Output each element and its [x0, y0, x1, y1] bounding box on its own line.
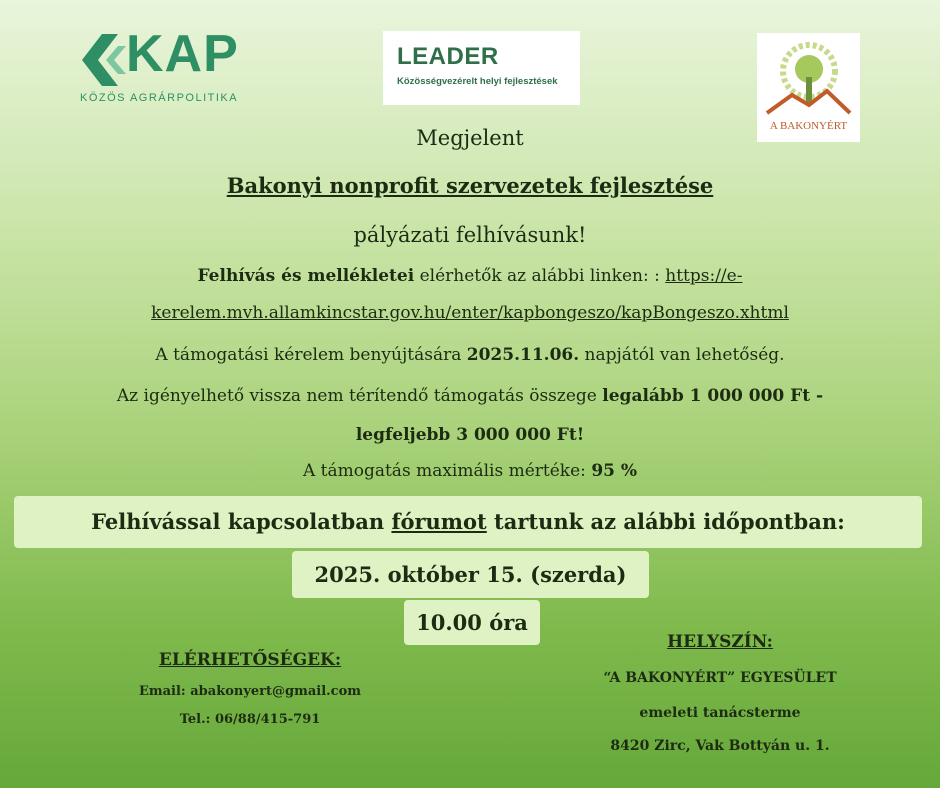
bakony-logo-text: A BAKONYÉRT [769, 120, 848, 132]
amount-min: legalább 1 000 000 Ft - [602, 386, 824, 406]
submit-line [0, 345, 940, 365]
docs-bold: Felhívás és mellékletei [197, 266, 415, 286]
location-title: HELYSZÍN: [667, 632, 773, 652]
forum-time: 10.00 óra [404, 600, 540, 645]
program-title: Bakonyi nonprofit szervezetek fejlesztése [226, 173, 714, 198]
contact-title: ELÉRHETŐSÉGEK: [158, 650, 342, 670]
call-text: pályázati felhívásunk! [353, 223, 587, 247]
submit-date: 2025.11.06. [466, 345, 580, 365]
kap-logo [78, 25, 243, 110]
leader-logo-subtitle: Közösségvezérelt helyi fejlesztések [397, 76, 558, 87]
leader-logo [383, 31, 580, 105]
docs-link-part2[interactable]: kerelem.mvh.allamkincstar.gov.hu/enter/kapbongeszo/kapBongeszo.xhtml [151, 303, 789, 323]
amount-line [0, 386, 940, 406]
location-room: emeleti tanácsterme [639, 705, 801, 721]
docs-line [0, 266, 940, 286]
kap-logo-text: KAP [126, 25, 239, 83]
leader-logo-title: LEADER [397, 43, 499, 70]
docs-text: elérhetők az alábbi linken: : [414, 266, 666, 286]
rate-pre: A támogatás maximális mértéke: [302, 461, 592, 481]
docs-link-part1[interactable]: https://e- [665, 266, 743, 286]
forum-post: tartunk az alábbi időpontban: [486, 509, 845, 534]
contact-email[interactable]: Email: abakonyert@gmail.com [138, 684, 362, 699]
forum-pre: Felhívással kapcsolatban [91, 509, 392, 534]
announce-text: Megjelent [416, 126, 524, 150]
rate-value: 95 % [591, 461, 638, 481]
amount-pre: Az igényelhető vissza nem térítendő támogatás összege [116, 386, 603, 406]
submit-post: napjától van lehetőség. [579, 345, 785, 365]
amount-max: legfeljebb 3 000 000 Ft! [355, 425, 585, 445]
submit-pre: A támogatási kérelem benyújtására [155, 345, 467, 365]
location-address: 8420 Zirc, Vak Bottyán u. 1. [610, 738, 830, 754]
link-line [0, 303, 940, 323]
contact-phone[interactable]: Tel.: 06/88/415-791 [179, 712, 321, 727]
kap-logo-subtitle: KÖZÖS AGRÁRPOLITIKA [80, 92, 239, 104]
forum-word: fórumot [391, 509, 487, 534]
rate-line [0, 461, 940, 481]
kap-chevron-icon [78, 32, 126, 88]
location-org: “A BAKONYÉRT” EGYESÜLET [603, 670, 837, 686]
tree-icon [757, 33, 860, 123]
forum-date: 2025. október 15. (szerda) [292, 551, 649, 598]
forum-box [14, 496, 922, 548]
